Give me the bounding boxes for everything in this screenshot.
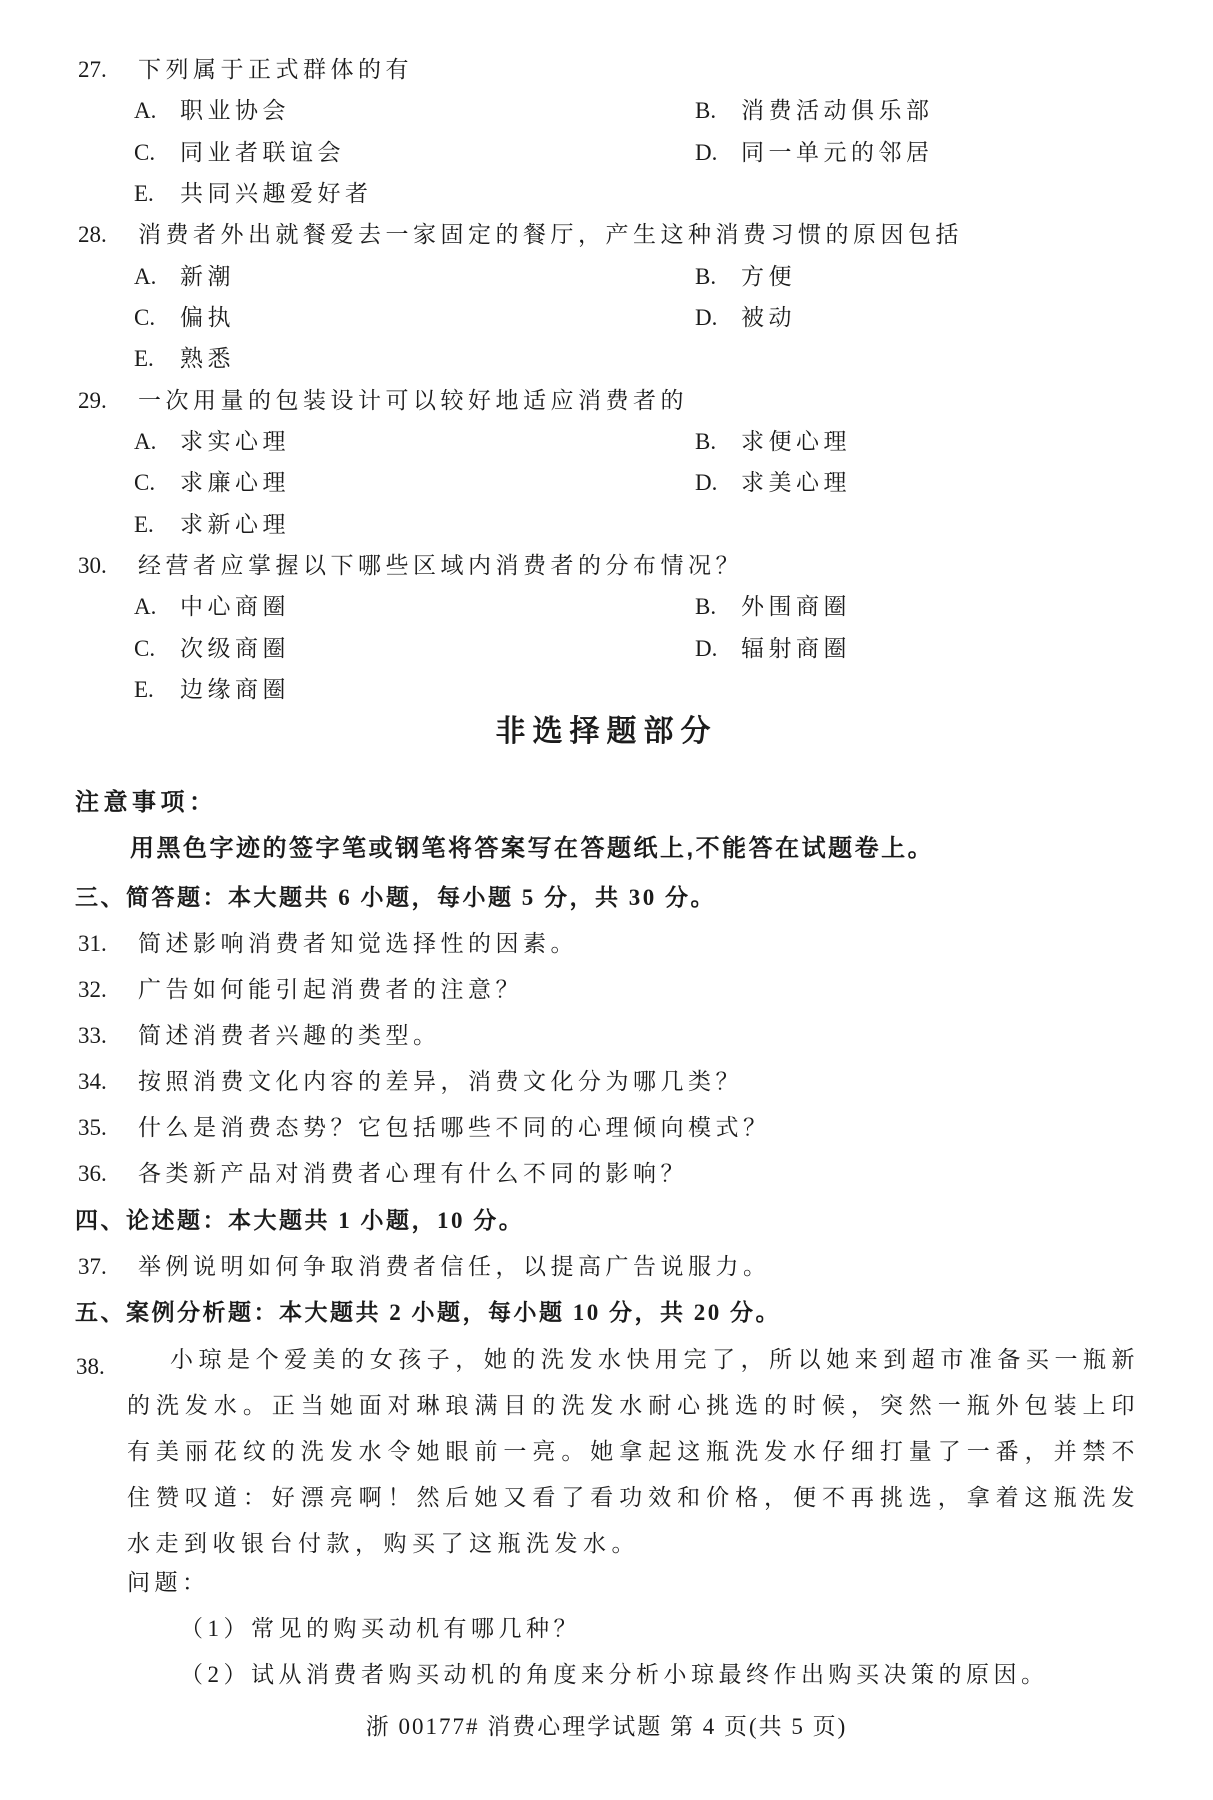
question-30-options-row-3 [0,675,1213,707]
question-30-options-row-1 [0,592,1213,624]
question-number: 32. [78,977,107,1002]
option-label: B. [695,98,717,123]
option-text: 同业者联谊会 [180,140,345,165]
option-text: 辐射商圈 [741,636,851,661]
option-label: A. [134,429,157,454]
question-text: 下列属于正式群体的有 [138,57,413,82]
option-text: 消费活动俱乐部 [741,98,934,123]
option-label: E. [134,512,154,537]
question-35 [0,1113,1213,1145]
option-text: 求廉心理 [180,470,290,495]
question-30-options-row-2 [0,634,1213,666]
question-29-options-row-3 [0,510,1213,542]
question-text: 什么是消费态势？它包括哪些不同的心理倾向模式？ [138,1115,771,1140]
option-label: B. [695,429,717,454]
option-label: D. [695,470,718,495]
question-number: 36. [78,1161,107,1186]
question-33 [0,1021,1213,1053]
case-subquestion-1: （1）常见的购买动机有哪几种？ [180,1616,581,1641]
case-questions-label: 问题： [127,1570,210,1595]
option-label: B. [695,264,717,289]
question-28-options-row-3 [0,344,1213,376]
question-text: 经营者应掌握以下哪些区域内消费者的分布情况？ [138,553,743,578]
question-number: 34. [78,1069,107,1094]
option-text: 求新心理 [180,512,290,537]
section-title: 非选择题部分 [495,715,718,748]
notice-text: 用黑色字迹的签字笔或钢笔将答案写在答题纸上,不能答在试题卷上。 [130,835,935,862]
option-text: 同一单元的邻居 [741,140,934,165]
question-number: 30. [78,553,107,578]
question-27-options-row-3 [0,179,1213,211]
option-text: 求便心理 [741,429,851,454]
question-27 [0,55,1213,87]
case-subquestion-2: （2）试从消费者购买动机的角度来分析小琼最终作出购买决策的原因。 [180,1662,1049,1687]
option-label: C. [134,140,156,165]
section-header-case-study: 五、案例分析题：本大题共 2 小题，每小题 10 分，共 20 分。 [75,1300,781,1325]
question-28-options-row-1 [0,262,1213,294]
section-header-essay: 四、论述题：本大题共 1 小题，10 分。 [75,1208,525,1233]
question-text: 一次用量的包装设计可以较好地适应消费者的 [138,388,688,413]
question-number: 35. [78,1115,107,1140]
option-text: 中心商圈 [180,594,290,619]
option-text: 方便 [741,264,796,289]
option-label: A. [134,264,157,289]
question-number: 27. [78,57,107,82]
option-label: C. [134,636,156,661]
question-28-options-row-2 [0,303,1213,335]
section-header-short-answer: 三、简答题：本大题共 6 小题，每小题 5 分，共 30 分。 [75,885,716,910]
option-text: 求美心理 [741,470,851,495]
question-29-options-row-1 [0,427,1213,459]
option-label: E. [134,346,154,371]
question-34 [0,1067,1213,1099]
option-text: 共同兴趣爱好者 [180,181,373,206]
option-text: 熟悉 [180,346,235,371]
option-label: D. [695,305,718,330]
option-label: E. [134,181,154,206]
question-31 [0,929,1213,961]
option-label: C. [134,470,156,495]
question-text: 简述影响消费者知觉选择性的因素。 [138,931,578,956]
question-27-options-row-2 [0,138,1213,170]
notice-label: 注意事项： [75,789,218,816]
option-label: A. [134,98,157,123]
question-text: 消费者外出就餐爱去一家固定的餐厅，产生这种消费习惯的原因包括 [138,222,963,247]
question-29-options-row-2 [0,468,1213,500]
question-37 [0,1252,1213,1284]
option-text: 求实心理 [180,429,290,454]
option-label: B. [695,594,717,619]
option-label: D. [695,636,718,661]
question-text: 按照消费文化内容的差异，消费文化分为哪几类？ [138,1069,743,1094]
question-27-options-row-1 [0,96,1213,128]
question-number: 37. [78,1254,107,1279]
case-paragraph: 小琼是个爱美的女孩子，她的洗发水快用完了，所以她来到超市准备买一瓶新的洗发水。正当她面对琳琅满目的洗发水耐心挑选的时候，突然一瓶外包装上印有美丽花纹的洗发水令她眼前一亮。她拿起这瓶洗发水仔细打量了一番，并禁不住赞叹道：好漂亮啊！然后她又看了看功效和价格，便不再挑选，拿着这瓶洗发水走到收银台付款，购买了这瓶洗发水。 [127,1347,1140,1556]
question-29 [0,386,1213,418]
page-footer: 浙 00177# 消费心理学试题 第 4 页(共 5 页) [365,1714,848,1739]
option-text: 被动 [741,305,796,330]
option-text: 外围商圈 [741,594,851,619]
question-36 [0,1159,1213,1191]
question-32 [0,975,1213,1007]
question-text: 举例说明如何争取消费者信任，以提高广告说服力。 [138,1254,771,1279]
option-label: C. [134,305,156,330]
question-number: 38. [76,1354,105,1379]
option-text: 新潮 [180,264,235,289]
question-number: 29. [78,388,107,413]
question-30 [0,551,1213,583]
option-text: 职业协会 [180,98,290,123]
question-number: 28. [78,222,107,247]
option-text: 偏执 [180,305,235,330]
option-text: 次级商圈 [180,636,290,661]
option-label: D. [695,140,718,165]
question-28 [0,220,1213,252]
question-number: 33. [78,1023,107,1048]
option-label: A. [134,594,157,619]
option-text: 边缘商圈 [180,677,290,702]
question-text: 简述消费者兴趣的类型。 [138,1023,441,1048]
question-text: 各类新产品对消费者心理有什么不同的影响？ [138,1161,688,1186]
question-number: 31. [78,931,107,956]
question-text: 广告如何能引起消费者的注意？ [138,977,523,1002]
option-label: E. [134,677,154,702]
